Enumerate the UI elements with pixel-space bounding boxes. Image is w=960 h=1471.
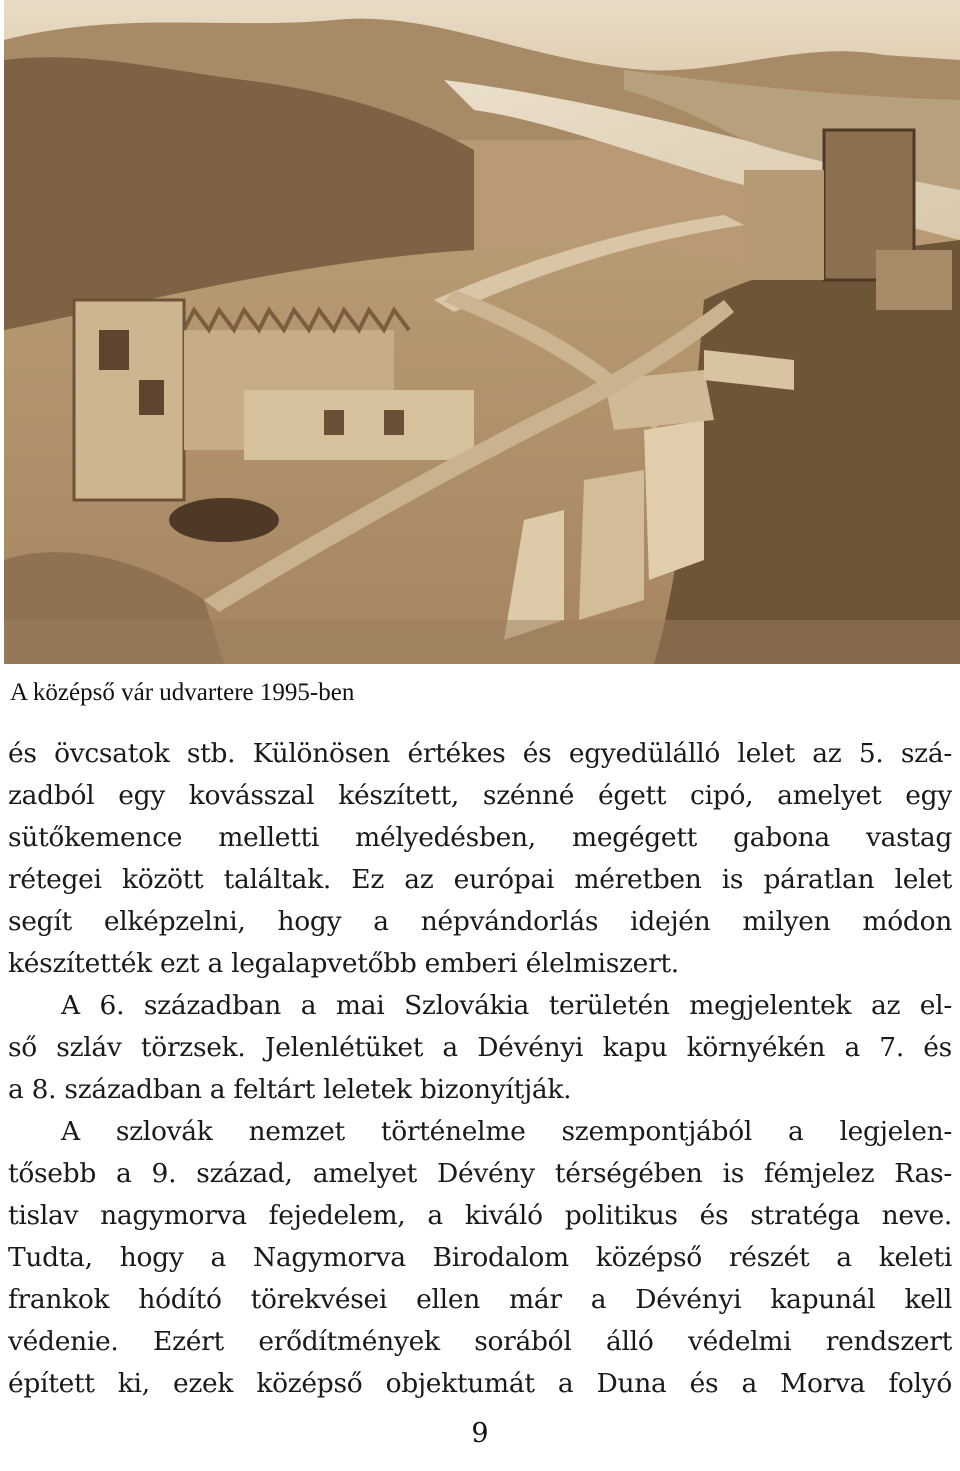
text-line: Tudta, hogy a Nagymorva Birodalom középső részét a keleti <box>8 1242 952 1273</box>
page-number: 9 <box>471 1418 489 1449</box>
text-line: frankok hódító törekvései ellen már a Dévényi kapunál kell <box>8 1284 952 1315</box>
text-line: sütőkemence melletti mélyedésben, megégett gabona vastag <box>8 822 952 853</box>
text-line: védenie. Ezért erődítmények sorából álló védelmi rendszert <box>8 1326 952 1357</box>
castle-courtyard-photo <box>4 0 960 664</box>
text-line: A szlovák nemzet történelme szempontjából a legjelen- <box>61 1116 952 1147</box>
photo-caption: A középső vár udvartere 1995-ben <box>10 679 355 706</box>
text-line: a 8. században a feltárt leletek bizonyítják. <box>8 1074 572 1105</box>
text-line: és övcsatok stb. Különösen értékes és egyedülálló lelet az 5. szá- <box>8 738 952 769</box>
text-line: A 6. században a mai Szlovákia területén megjelentek az el- <box>61 990 952 1021</box>
body-text <box>8 733 952 1405</box>
text-line: segít elképzelni, hogy a népvándorlás idején milyen módon <box>8 906 952 937</box>
text-line: rétegei között találtak. Ez az európai méretben is páratlan lelet <box>8 864 952 895</box>
text-line: zadból egy kovásszal készített, szénné égett cipó, amelyet egy <box>8 780 952 811</box>
text-line: ső szláv törzsek. Jelenlétüket a Dévényi kapu környékén a 7. és <box>8 1032 952 1063</box>
text-line: tősebb a 9. század, amelyet Dévény térségében is fémjelez Ras- <box>8 1158 952 1189</box>
text-line: készítették ezt a legalapvetőbb emberi élelmiszert. <box>8 948 679 979</box>
text-line: tislav nagymorva fejedelem, a kiváló politikus és stratéga neve. <box>8 1200 952 1231</box>
castle-photo-illustration <box>4 0 960 664</box>
text-line: épített ki, ezek középső objektumát a Duna és a Morva folyó <box>8 1368 952 1399</box>
